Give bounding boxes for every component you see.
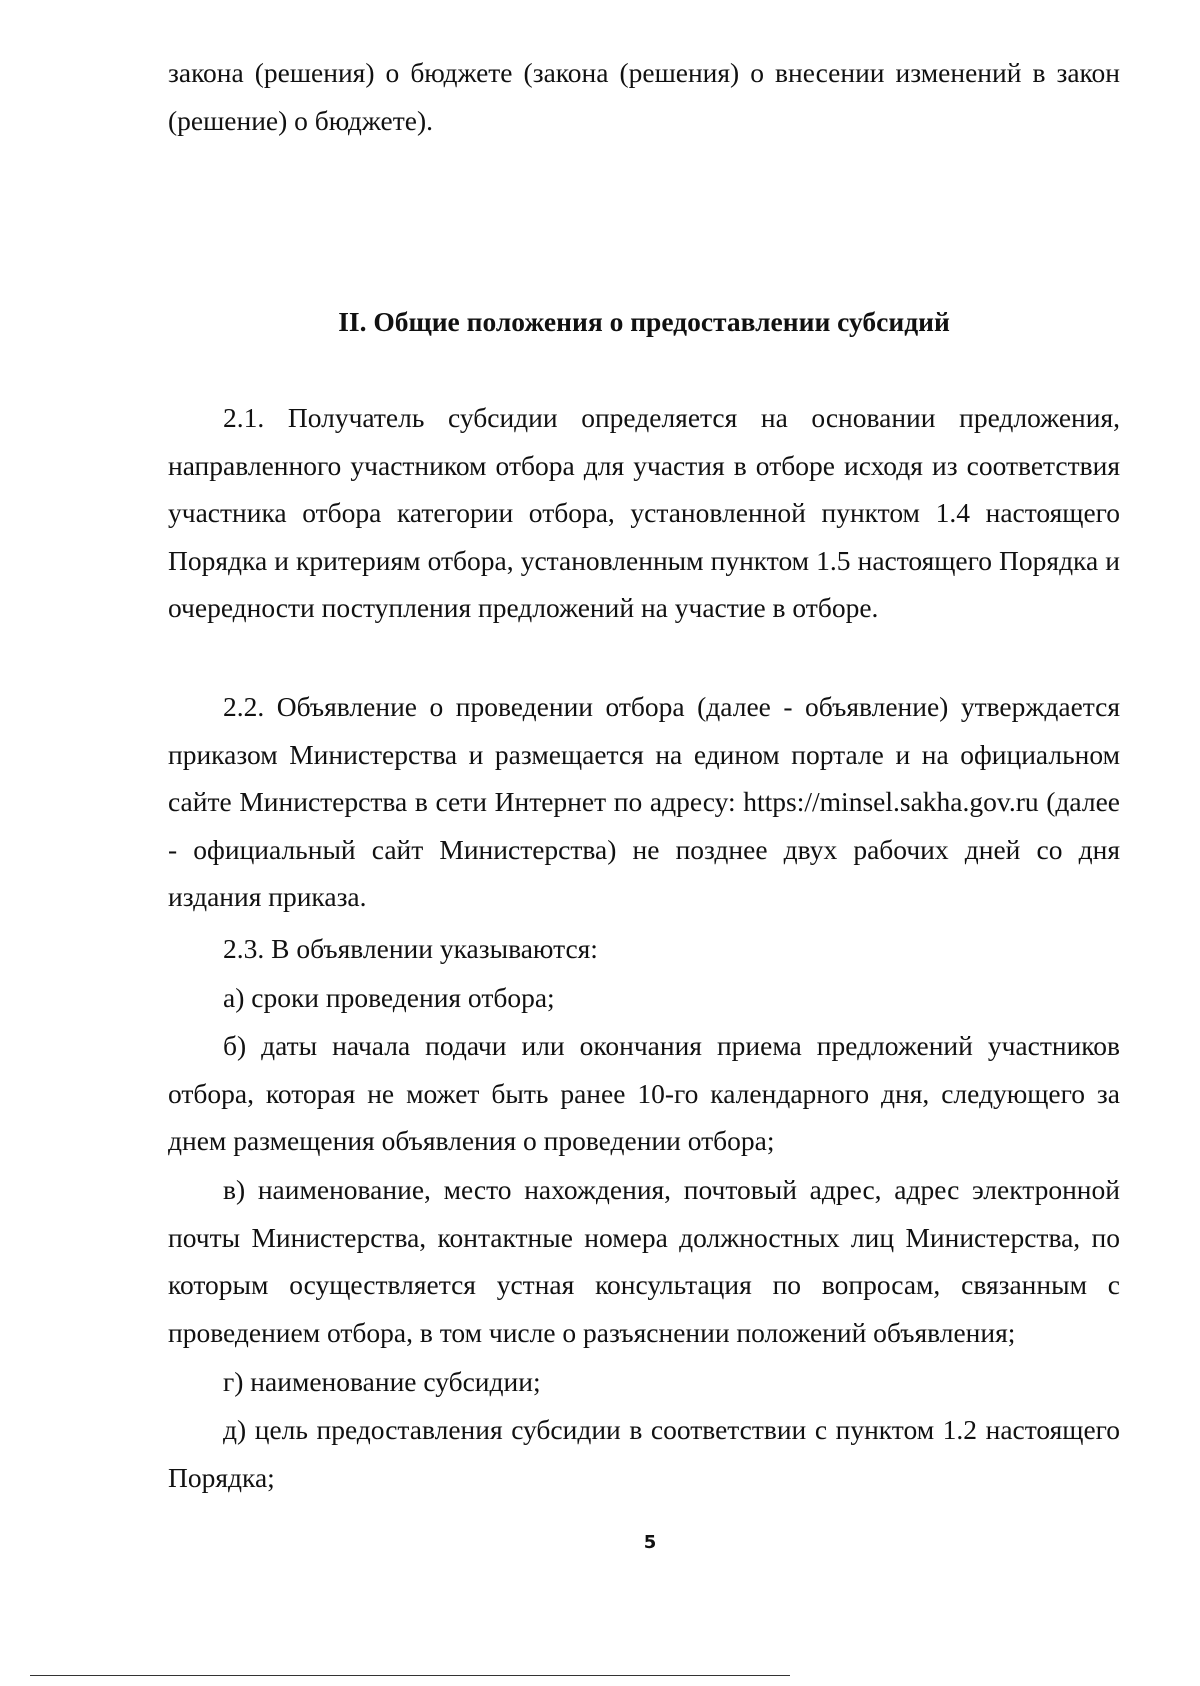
list-item-b: б) даты начала подачи или окончания приема предложений участников отбора, которая не может быть ранее 10-го календарного дня, следующего за днем размещения объявления о проведении отбора; [168,1030,1120,1156]
list-item-a: а) сроки проведения отбора; [223,982,555,1013]
continuation-paragraph: закона (решения) о бюджете (закона (решения) о внесении изменений в закон (решение) о бюджете). [168,57,1120,136]
list-item-d: д) цель предоставления субсидии в соответствии с пунктом 1.2 настоящего Порядка; [168,1414,1120,1493]
paragraph-2-3: 2.3. В объявлении указываются: [223,933,598,964]
paragraph-2-1: 2.1. Получатель субсидии определяется на основании предложения, направленного участником отбора для участия в отборе исходя из соответствия участника отбора категории отбора, установленной пунктом 1.4 настоящего Порядка и критериям отбора, установленным пунктом 1.5 настоящего Порядка и очередности поступления предложений на участие в отборе. [168,402,1120,623]
section-heading: II. Общие положения о предоставлении субсидий [338,306,950,337]
list-item-v: в) наименование, место нахождения, почтовый адрес, адрес электронной почты Министерства, контактные номера должностных лиц Министерства, по которым осуществляется устная консультация по вопросам, связанным с проведением отбора, в том числе о разъяснении положений объявления; [168,1174,1120,1348]
paragraph-2-2: 2.2. Объявление о проведении отбора (далее - объявление) утверждается приказом Министерства и размещается на едином портале и на официальном сайте Министерства в сети Интернет по адресу: https://minsel.sakha.gov.ru (далее - официальный сайт Министерства) не позднее двух рабочих дней со дня издания приказа. [168,691,1120,912]
bottom-divider [30,1675,790,1676]
list-item-g: г) наименование субсидии; [223,1366,541,1397]
page-number: 5 [643,1532,657,1553]
